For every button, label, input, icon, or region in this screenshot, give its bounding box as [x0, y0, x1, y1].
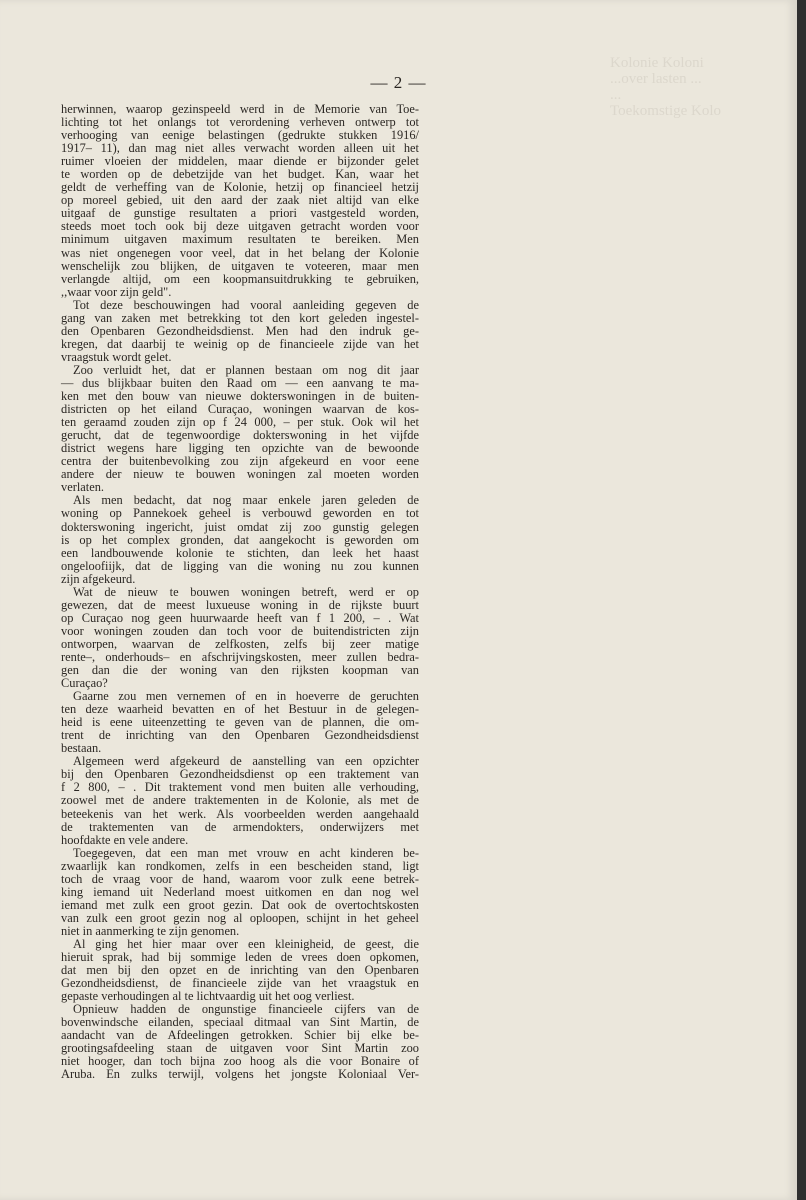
- text-line: gepaste verhoudingen al te lichtvaardig uit het oog verliest.: [61, 989, 355, 1004]
- text-line: te worden op de debetzijde van het budget. Kan, waar het: [61, 167, 419, 182]
- text-line: van zulk een groot gezin nog al oploopen, schijnt in het geheel: [61, 910, 419, 925]
- text-line: den Openbaren Gezondheidsdienst. Men had den indruk ge-: [61, 323, 419, 338]
- text-line: geldt de verheffing van de Kolonie, hetzij op financieel hetzij: [61, 180, 419, 195]
- text-line: zijn afgekeurd.: [61, 571, 136, 586]
- text-line: wenschelijk zou blijken, de uitgaven te voteeren, maar men: [61, 258, 419, 273]
- text-line: herwinnen, waarop gezinspeeld werd in de Memorie van Toe-: [61, 102, 419, 116]
- text-line: gewezen, dat de meest luxueuse woning in de rijkste buurt: [61, 597, 419, 612]
- text-line: Toegegeven, dat een man met vrouw en acht kinderen be-: [73, 845, 419, 860]
- text-line: is op het complex gronden, dat aangekocht is geworden om: [61, 532, 419, 547]
- text-line: minimum uitgaven maximum resultaten te bereiken. Men: [61, 232, 419, 247]
- body-text: [61, 103, 419, 1082]
- text-line: Aruba. En zulks terwijl, volgens het jongste Koloniaal Ver-: [61, 1067, 419, 1082]
- text-line: — dus blijkbaar buiten den Raad om — een aanvang te ma-: [61, 375, 419, 390]
- text-line: Wat de nieuw te bouwen woningen betreft, werd er op: [73, 584, 419, 599]
- text-line: ten geraamd zouden zijn op f 24 000, – per stuk. Ook wil het: [61, 415, 419, 430]
- text-line: districten op het eiland Curaçao, woningen waarvan de kos-: [61, 402, 419, 417]
- text-line: bestaan.: [61, 741, 102, 756]
- text-line: op Curaçao nog geen huurwaarde heeft van f 1 200, – . Wat: [61, 610, 419, 625]
- text-line: lichting tot het onlangs tot verordening verheven ontwerp tot: [61, 115, 419, 130]
- scan-edge: [797, 0, 806, 1200]
- text-line: hieruit sprak, had bij sommige leden de vrees doen opkomen,: [61, 950, 419, 965]
- text-line: verlaten.: [61, 480, 104, 495]
- text-line: zwaarlijk kan rondkomen, zelfs in een bescheiden stand, ligt: [61, 858, 419, 873]
- text-line: voor woningen zouden dan toch voor de buitendistricten zijn: [61, 623, 419, 638]
- text-line: bij den Openbaren Gezondheidsdienst op een traktement van: [61, 767, 419, 782]
- text-line: grootingsafdeeling staan de uitgaven voor Sint Martin zoo: [61, 1041, 419, 1056]
- text-line: kregen, dat daarbij te weinig op de financieele zijde van het: [61, 336, 419, 351]
- text-line: Zoo verluidt het, dat er plannen bestaan om nog dit jaar: [73, 362, 419, 377]
- text-line: Gezondheidsdienst, de financieele zijde van het vraagstuk en: [61, 976, 419, 991]
- text-line: ten deze waarheid bevatten en of het Bestuur in de gelegen-: [61, 702, 419, 717]
- text-line: gerucht, dat de tegenwoordige dokterswoning in het vijfde: [61, 428, 419, 443]
- text-line: niet hooger, dan toch bijna zoo hoog als die voor Bonaire of: [61, 1054, 419, 1069]
- text-line: rente–, onderhouds– en afschrijvingskosten, meer zullen bedra-: [61, 649, 419, 664]
- text-line: heid is eene uiteenzetting te geven van de plannen, die om-: [61, 715, 419, 730]
- text-line: Opnieuw hadden de ongunstige financieele cijfers van de: [73, 1002, 419, 1017]
- text-line: steeds moet toch ook bij deze uitgaven getracht worden voor: [61, 219, 419, 234]
- text-line: centra der buitenbevolking zou zijn afgekeurd en voor eene: [61, 454, 419, 469]
- text-line: ken met den bouw van nieuwe dokterswoningen in de buiten-: [61, 389, 419, 404]
- text-line: ongeloofiijk, dat de ligging van die woning nu zou kunnen: [61, 558, 419, 573]
- bleed-line: Kolonie Koloni: [610, 55, 704, 71]
- text-line: Als men bedacht, dat nog maar enkele jaren geleden de: [73, 493, 419, 508]
- text-line: aandacht van de Afdeelingen getrokken. Schier bij elke be-: [61, 1028, 419, 1043]
- text-line: uitgaaf de gunstige resultaten a priori vastgesteld worden,: [61, 206, 419, 221]
- bleed-line: ...: [610, 87, 622, 103]
- text-line: op moreel gebied, uit den aard der zaak niet altijd van elke: [61, 193, 419, 208]
- text-line: Tot deze beschouwingen had vooral aanleiding gegeven de: [73, 297, 419, 312]
- text-line: king iemand uit Nederland moest uitkomen en dan nog wel: [61, 884, 419, 899]
- text-line: f 2 800, – . Dit traktement vond men buiten alle verhouding,: [61, 780, 419, 795]
- bleed-line: ...over lasten ...: [610, 71, 702, 87]
- text-line: toch de vraag voor de hand, waarom voor zulk eene betrek-: [61, 871, 419, 886]
- text-line: zoowel met de andere traktementen in de Kolonie, als met de: [61, 793, 419, 808]
- text-line: Gaarne zou men vernemen of en in hoeverre de geruchten: [73, 689, 419, 704]
- text-line: bovenwindsche eilanden, speciaal ditmaal van Sint Martin, de: [61, 1015, 419, 1030]
- text-line: woning op Pannekoek geheel is verbouwd geworden en tot: [61, 506, 419, 521]
- text-line: ,,waar voor zijn geld".: [61, 284, 172, 299]
- text-line: andere der nieuw te bouwen woningen zal moeten worden: [61, 467, 419, 482]
- text-line: Algemeen werd afgekeurd de aanstelling van een opzichter: [73, 754, 419, 769]
- text-line: ruimer vloeien der middelen, maar diende er bijzonder gelet: [61, 154, 419, 169]
- text-line: beteekenis van het werk. Als voorbeelden werden aangehaald: [61, 806, 419, 821]
- text-line: ontworpen, waarvan de zelfkosten, zelfs bij zeer matige: [61, 636, 419, 651]
- text-line: was niet ongenegen voor veel, dat in het belang der Kolonie: [61, 245, 419, 260]
- text-line: gang van zaken met betrekking tot den kort geleden ingestel-: [61, 310, 419, 325]
- page-number: — 2 —: [370, 73, 427, 92]
- text-line: hoofdakte en vele andere.: [61, 832, 189, 847]
- text-line: iemand met zulk een groot gezin. Dat ook de overtochtskosten: [61, 897, 419, 912]
- text-line: dokterswoning ingericht, juist omdat zij zoo gunstig gelegen: [61, 519, 419, 534]
- text-line: trent de inrichting van den Openbaren Gezondheidsdienst: [61, 728, 419, 743]
- text-line: verhooging van eenige belastingen (gedrukte stukken 1916/: [61, 128, 419, 143]
- bleed-line: Toekomstige Kolo: [610, 103, 722, 119]
- text-line: gen dan die der woning van den rijksten koopman van: [61, 663, 419, 678]
- text-line: 1917– 11), dan mag niet alles verwacht worden alleen uit het: [61, 141, 419, 156]
- text-line: vraagstuk wordt gelet.: [61, 349, 172, 364]
- text-line: Curaçao?: [61, 676, 108, 691]
- text-line: de traktementen van de armendokters, onderwijzers met: [61, 819, 419, 834]
- text-line: verlangde altijd, om een koopmansuitdrukking te gebruiken,: [61, 271, 419, 286]
- text-line: dat men bij den opzet en de inrichting van den Openbaren: [61, 963, 419, 978]
- text-line: niet in aanmerking te zijn genomen.: [61, 923, 240, 938]
- text-line: een landbouwende kolonie te stichten, dan leek het haast: [61, 545, 419, 560]
- text-line: district wegens hare ligging ten opzichte van de bewoonde: [61, 441, 419, 456]
- text-line: Al ging het hier maar over een kleinigheid, de geest, die: [73, 937, 419, 951]
